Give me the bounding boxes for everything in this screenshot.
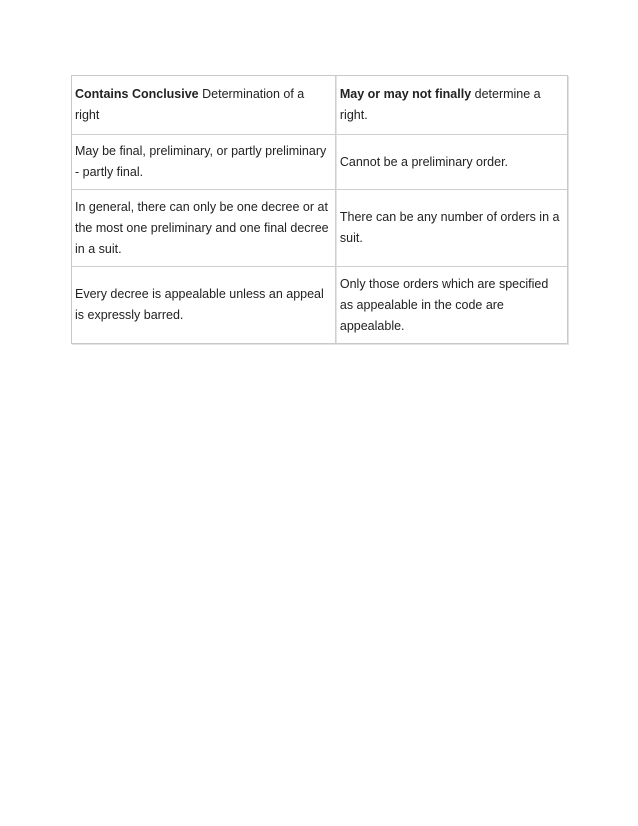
table-cell-decree [72, 267, 336, 343]
table-row [72, 76, 567, 135]
cell-text: There can be any number of orders in a suit. [339, 210, 560, 245]
table-cell-decree [72, 190, 336, 267]
table-cell-order [336, 190, 567, 267]
table-row [72, 267, 567, 343]
cell-text: In general, there can only be one decree or at the most one preliminary and one final decree in a suit. [75, 199, 329, 256]
table-row [72, 190, 567, 267]
cell-text: Cannot be a preliminary order. [339, 154, 509, 169]
cell-text: Determination of a right [75, 87, 305, 122]
table-cell-order [336, 76, 567, 135]
cell-text: Every decree is appealable unless an appeal is expressly barred. [75, 287, 324, 322]
table-cell-order [336, 267, 567, 343]
cell-bold-text: Contains Conclusive [75, 87, 199, 101]
cell-text: May be final, preliminary, or partly preliminary - partly final. [75, 144, 327, 179]
table-cell-decree [72, 135, 336, 190]
cell-text: Only those orders which are specified as appealable in the code are appealable. [339, 276, 549, 333]
cell-bold-text: May or may not finally [339, 87, 472, 101]
table-cell-order [336, 135, 567, 190]
table-row [72, 135, 567, 190]
decree-vs-order-table [71, 75, 568, 344]
table-cell-decree [72, 76, 336, 135]
cell-text: determine a right. [339, 87, 541, 122]
